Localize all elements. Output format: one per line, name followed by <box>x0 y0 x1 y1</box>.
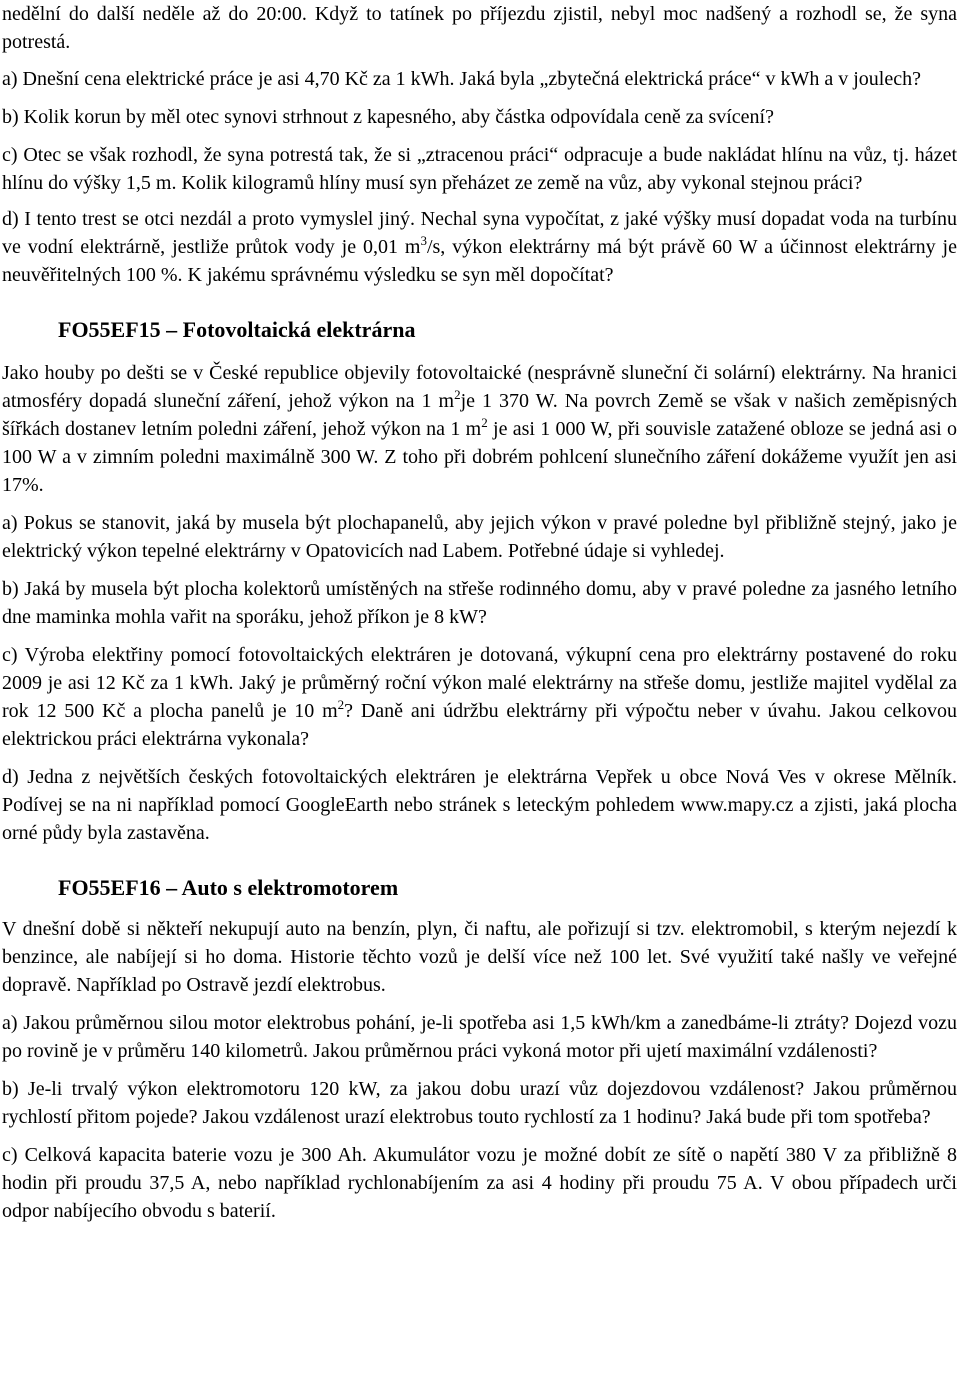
question-c: c) Otec se však rozhodl, že syna potrestá tak, že si „ztracenou práci“ odpracuje a bude nakládat hlínu na vůz, tj. házet hlínu do výšky 1,5 m. Kolik kilogramů hlíny musí syn přeházet ze země na vůz, aby vykonal stejnou práci? <box>2 144 957 194</box>
ef15-question-a: a) Pokus se stanovit, jaká by musela být plochapanelů, aby jejich výkon v pravé poledne byl přibližně stejný, jako je elektrický výkon tepelné elektrárny v Opatovicích nad Labem. Potřebné údaje si vyhledej. <box>2 512 957 562</box>
ef15-question-c-text-cont: ? Daně ani údržbu elektrárny při výpočtu neber v úvahu. Jakou celkovou elektrickou práci elektrárna vykonala? <box>2 700 957 750</box>
section-heading-ef15: FO55EF15 – Fotovoltaická elektrárna <box>58 317 416 342</box>
section-heading-ef16: FO55EF16 – Auto s elektromotorem <box>58 875 399 900</box>
question-b: b) Kolik korun by měl otec synovi strhnout z kapesného, aby částka odpovídala ceně za svícení? <box>2 106 774 128</box>
question-d <box>2 205 957 289</box>
ef16-question-b: b) Je-li trvalý výkon elektromotoru 120 kW, za jakou dobu urazí vůz dojezdovou vzdálenost? Jakou průměrnou rychlostí přitom pojede? Jakou vzdálenost urazí elektrobus touto rychlostí za 1 hodinu? Jaká bude při tom spotřeba? <box>2 1078 957 1128</box>
ef15-question-c <box>2 641 957 753</box>
ef15-question-b: b) Jaká by musela být plocha kolektorů umístěných na střeše rodinného domu, aby v pravé poledne za jasného letního dne maminka mohla vařit na sporáku, jehož příkon je 8 kW? <box>2 578 957 628</box>
question-d-text-cont: /s, výkon elektrárny má být právě 60 W a účinnost elektrárny je neuvěřitelných 100 %. K jakému správnému výsledku se syn měl dopočítat? <box>2 236 957 286</box>
intro-paragraph: nedělní do další neděle až do 20:00. Když to tatínek po příjezdu zjistil, nebyl moc nadšený a rozhodl se, že syna potrestá. <box>2 3 957 53</box>
ef15-intro-text-cont: je 1 370 W. Na povrch Země se však v našich zeměpisných šířkách dostanev letním poledni záření, jehož výkon na 1 m <box>2 390 957 440</box>
superscript: 3 <box>420 233 427 248</box>
ef16-question-a: a) Jakou průměrnou silou motor elektrobus pohání, je-li spotřeba asi 1,5 kWh/km a zanedbáme-li ztráty? Dojezd vozu po rovině je v průměru 140 kilometrů. Jakou průměrnou práci vykoná motor při ujetí maximální vzdálenosti? <box>2 1012 957 1062</box>
ef15-intro-text: Jako houby po dešti se v České republice objevily fotovoltaické (nesprávně sluneční či solární) elektrárny. Na hranici atmosféry dopadá sluneční záření, jehož výkon na 1 m <box>2 362 957 412</box>
ef15-intro-text-end: je asi 1 000 W, při souvisle zatažené obloze se jedná asi o 100 W a v zimním poledni maximálně 300 W. Z toho při dobrém pohlcení slunečního záření dokážeme využít jen asi 17%. <box>2 418 957 496</box>
superscript: 2 <box>337 697 345 712</box>
question-a: a) Dnešní cena elektrické práce je asi 4,70 Kč za 1 kWh. Jaká byla „zbytečná elektrická práce“ v kWh a v joulech? <box>2 68 921 90</box>
ef16-question-c: c) Celková kapacita baterie vozu je 300 Ah. Akumulátor vozu je možné dobít ze sítě o napětí 380 V za přibližně 8 hodin při proudu 37,5 A, nebo například rychlonabíjením za asi 4 hodiny při proudu 75 A. V obou případech urči odpor nabíjecího obvodu s baterií. <box>2 1144 957 1222</box>
question-d-text: d) I tento trest se otci nezdál a proto vymyslel jiný. Nechal syna vypočítat, z jaké výšky musí dopadat voda na turbínu ve vodní elektrárně, jestliže průtok vody je 0,01 m <box>2 208 957 258</box>
ef15-intro-paragraph <box>2 359 957 499</box>
document-page <box>2 0 957 1225</box>
ef15-question-c-text: c) Výroba elektřiny pomocí fotovoltaických elektráren je dotovaná, výkupní cena pro elektrárny postavené do roku 2009 je asi 12 Kč za 1 kWh. Jaký je průměrný roční výkon malé elektrárny na střeše domu, jestliže majitel vydělal za rok 12 500 Kč a plocha panelů je 10 m <box>2 644 957 722</box>
superscript: 2 <box>454 387 461 402</box>
superscript: 2 <box>481 415 488 430</box>
ef16-intro-paragraph: V dnešní době si někteří nekupují auto na benzín, plyn, či naftu, ale pořizují si tzv. elektromobil, s kterým nejezdí k benzince, ale nabíjejí si ho doma. Historie těchto vozů je delší více než 100 let. Své využití také našly ve veřejné dopravě. Například po Ostravě jezdí elektrobus. <box>2 918 957 996</box>
ef15-question-d: d) Jedna z největších českých fotovoltaických elektráren je elektrárna Vepřek u obce Nová Ves v okrese Mělník. Podívej se na ni například pomocí GoogleEarth nebo stránek s leteckým pohledem www.mapy.cz a zjisti, jaká plocha orné půdy byla zastavěna. <box>2 766 957 844</box>
